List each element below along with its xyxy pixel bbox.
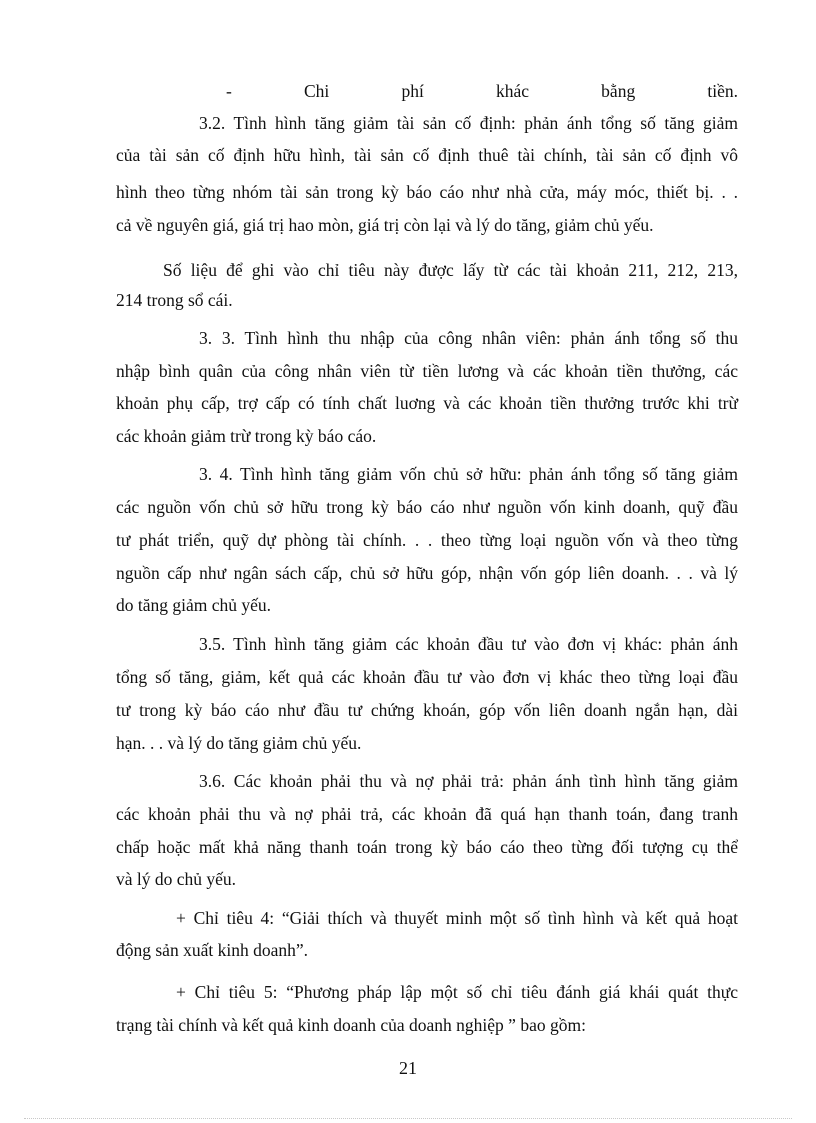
text-line: - Chi phí khác bằng tiền.: [226, 81, 738, 101]
text-line: 3. 4. Tình hình tăng giảm vốn chủ sở hữu: phản ánh tổng số tăng giảm: [199, 464, 738, 484]
page-number: 21: [399, 1058, 417, 1078]
text-line: 3. 3. Tình hình thu nhập của công nhân viên: phản ánh tổng số thu: [199, 328, 738, 348]
text-line: tư trong kỳ báo cáo như đầu tư chứng khoán, góp vốn liên doanh ngắn hạn, dài: [116, 700, 738, 720]
text-line: Số liệu để ghi vào chỉ tiêu này được lấy từ các tài khoản 211, 212, 213,: [163, 260, 738, 280]
text-line: chấp hoặc mất khả năng thanh toán trong kỳ báo cáo theo từng đối tượng cụ thể: [116, 837, 738, 857]
text-line: hạn. . . và lý do tăng giảm chủ yếu.: [116, 733, 362, 753]
text-line: trạng tài chính và kết quả kinh doanh của doanh nghiệp ” bao gồm:: [116, 1015, 586, 1035]
text-line: 214 trong sổ cái.: [116, 290, 233, 310]
text-line: nhập bình quân của công nhân viên từ tiền lương và các khoản tiền thưởng, các: [116, 361, 738, 381]
text-line: khoản phụ cấp, trợ cấp có tính chất luơng và các khoản tiền thưởng trước khi trừ: [116, 393, 738, 413]
page-bottom-divider: [24, 1118, 792, 1119]
text-line: hình theo từng nhóm tài sản trong kỳ báo cáo như nhà cửa, máy móc, thiết bị. . .: [116, 182, 738, 202]
text-line: và lý do chủ yếu.: [116, 869, 237, 889]
text-line: cả về nguyên giá, giá trị hao mòn, giá trị còn lại và lý do tăng, giảm chủ yếu.: [116, 215, 654, 235]
text-line: do tăng giảm chủ yếu.: [116, 595, 272, 615]
text-line: 3.2. Tình hình tăng giảm tài sản cố định: phản ánh tổng số tăng giảm: [199, 113, 738, 133]
text-line: nguồn cấp như ngân sách cấp, chủ sở hữu góp, nhận vốn góp liên doanh. . . và lý: [116, 563, 738, 583]
text-line: các nguồn vốn chủ sở hữu trong kỳ báo cáo như nguồn vốn kinh doanh, quỹ đầu: [116, 497, 738, 517]
text-line: động sản xuất kinh doanh”.: [116, 940, 308, 960]
text-line: tổng số tăng, giảm, kết quả các khoản đầu tư vào đơn vị khác theo từng loại đầu: [116, 667, 738, 687]
text-line: 3.6. Các khoản phải thu và nợ phải trả: phản ánh tình hình tăng giảm: [199, 771, 738, 791]
text-line: các khoản giảm trừ trong kỳ báo cáo.: [116, 426, 377, 446]
text-line: của tài sản cố định hữu hình, tài sản cố định thuê tài chính, tài sản cố định vô: [116, 145, 738, 165]
text-line: các khoản phải thu và nợ phải trả, các khoản đã quá hạn thanh toán, đang tranh: [116, 804, 738, 824]
text-line: + Chỉ tiêu 5: “Phương pháp lập một số chỉ tiêu đánh giá khái quát thực: [176, 982, 738, 1002]
text-line: tư phát triển, quỹ dự phòng tài chính. . . theo từng loại nguồn vốn và theo từng: [116, 530, 738, 550]
text-line: 3.5. Tình hình tăng giảm các khoản đầu tư vào đơn vị khác: phản ánh: [199, 634, 738, 654]
text-line: + Chỉ tiêu 4: “Giải thích và thuyết minh một số tình hình và kết quả hoạt: [176, 908, 738, 928]
